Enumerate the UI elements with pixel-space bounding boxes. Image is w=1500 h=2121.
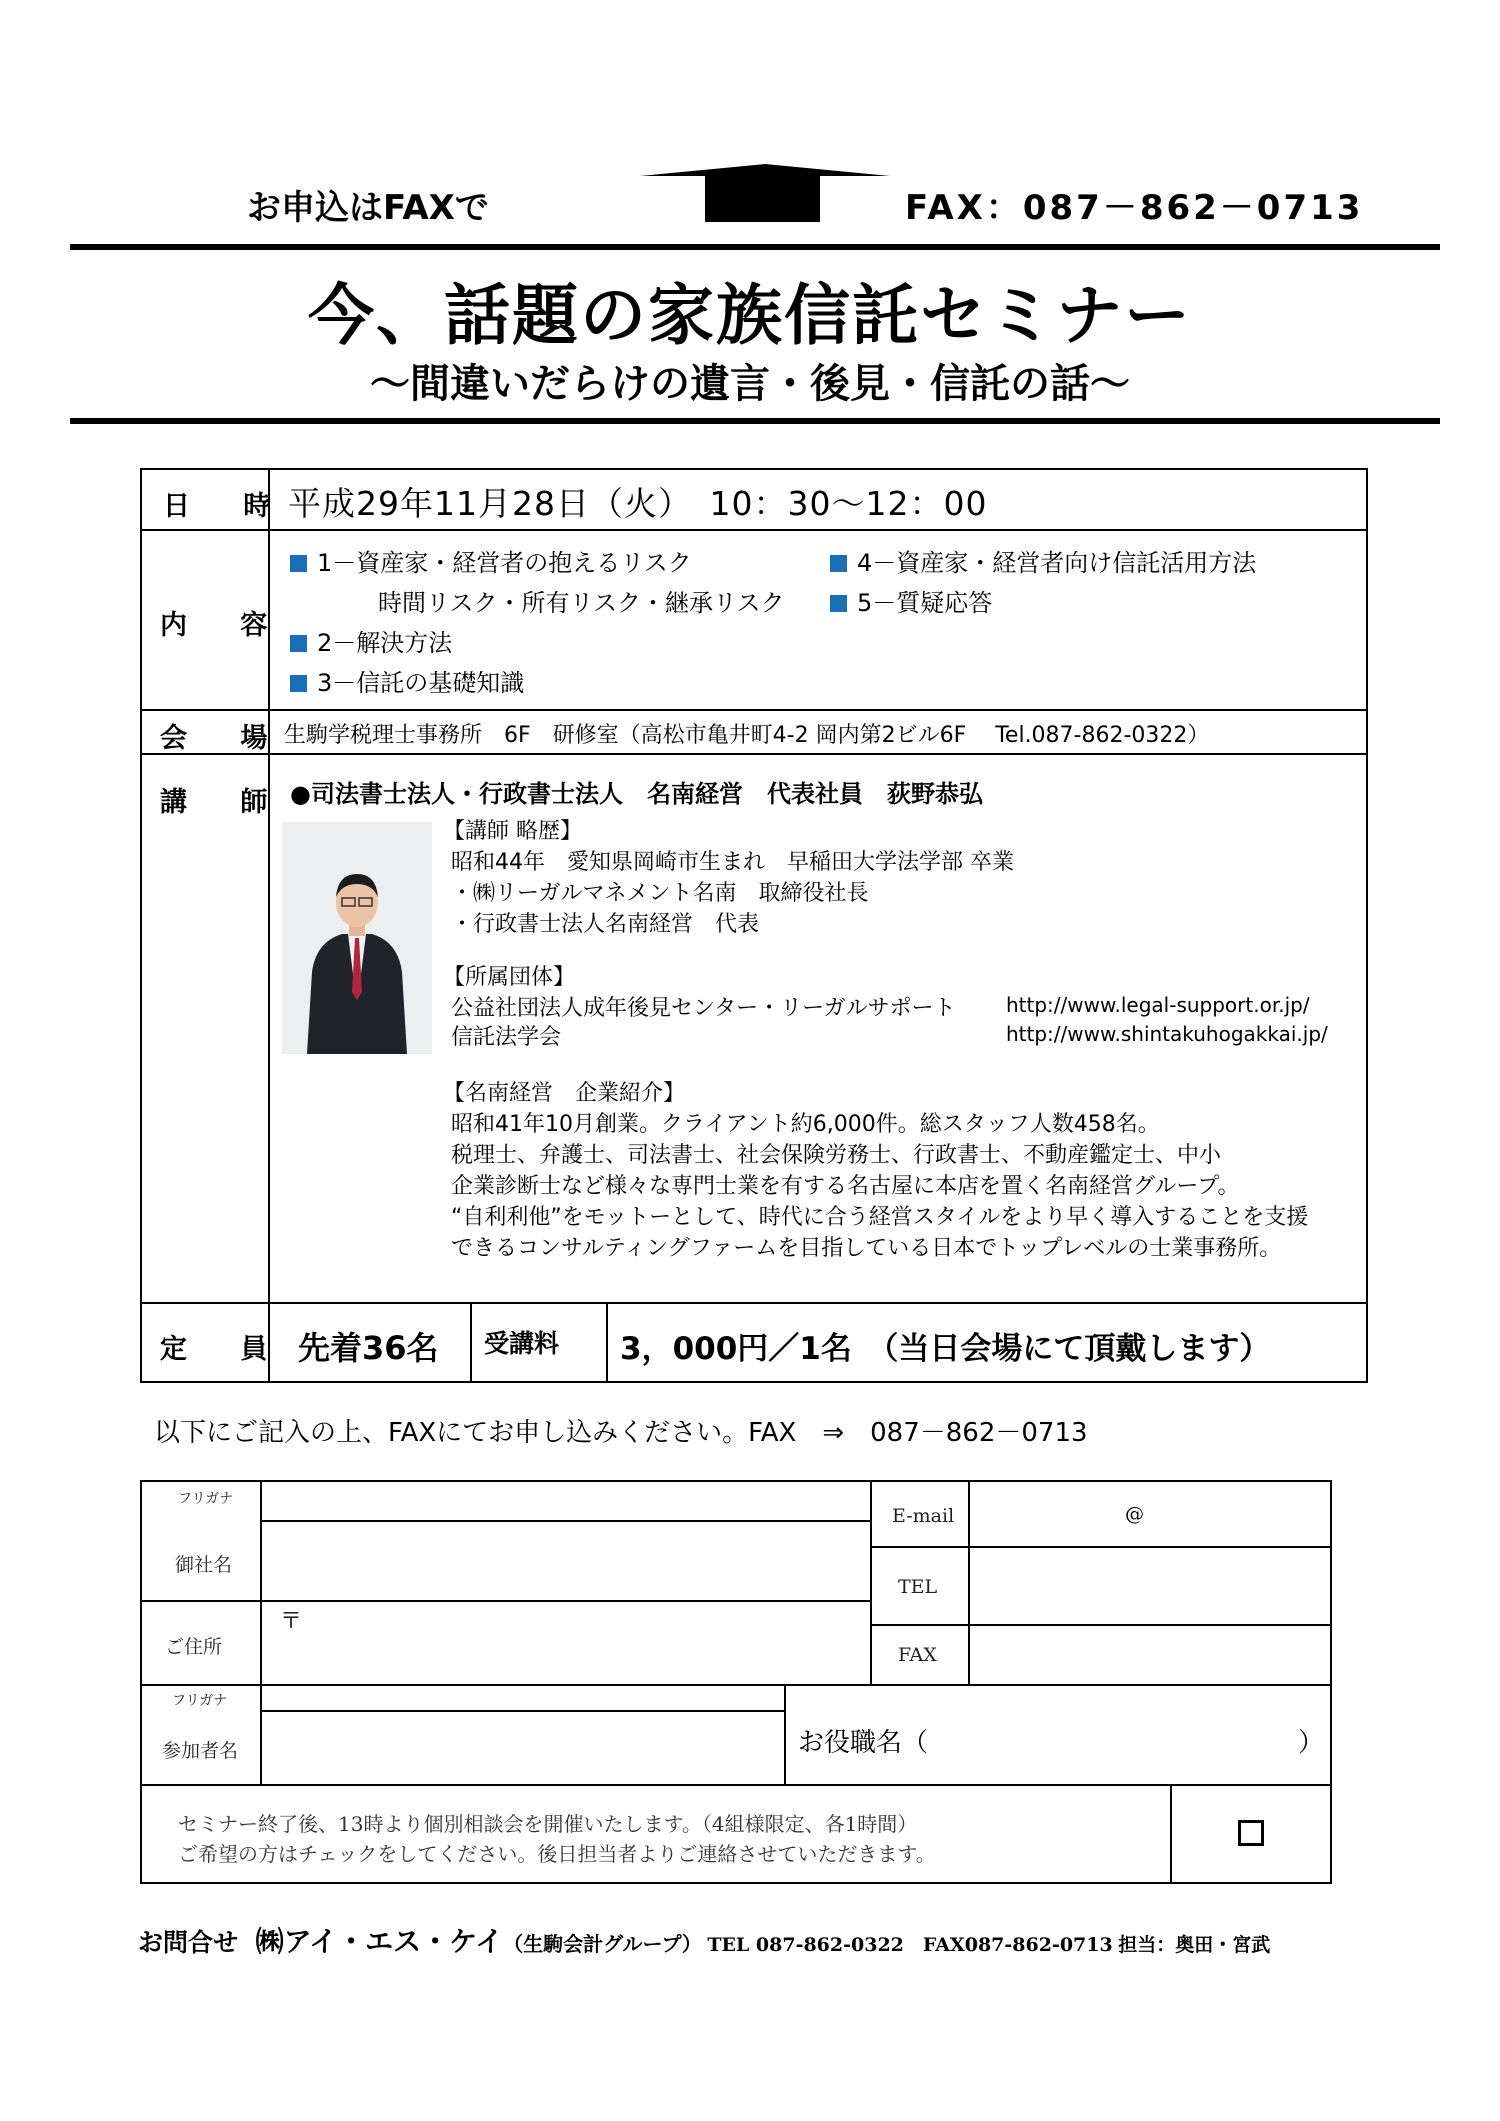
company-line: 税理士、弁護士、司法書士、社会保険労務士、行政書士、不動産鑑定士、中小 (451, 1143, 1222, 1168)
consultation-checkbox[interactable] (1238, 1820, 1264, 1846)
fee-label: 受講料 (484, 1329, 560, 1358)
position-label-open: お役職名（ (798, 1728, 929, 1758)
company-heading: 【名南経営 企業紹介】 (443, 1081, 686, 1106)
content-item-1-detail: 時間リスク・所有リスク・継承リスク (378, 589, 785, 617)
bullet-square-icon (830, 555, 847, 572)
career-line: ・㈱リーガルマネメント名南 取締役社長 (451, 881, 869, 906)
content-item-5: 5－質疑応答 (830, 583, 992, 618)
fax-input[interactable] (972, 1628, 1328, 1682)
company-line: 昭和41年10月創業。クライアント約6,000件。総スタッフ人数458名。 (451, 1112, 1160, 1137)
datetime-value: 平成29年11月28日（火） 10：30～12：00 (288, 484, 988, 523)
contact-person: 担当：奥田・宮武 (1118, 1934, 1271, 1956)
group-url-link[interactable]: http://www.shintakuhogakkai.jp/ (1006, 1022, 1328, 1046)
group-name: 公益社団法人成年後見センター・リーガルサポート (451, 996, 956, 1021)
bullet-square-icon (290, 675, 307, 692)
page-subtitle: ～間違いだらけの遺言・後見・信託の話～ (370, 360, 1130, 407)
company-name-input[interactable] (264, 1524, 868, 1598)
apply-by-fax-label: お申込はFAXで (247, 188, 489, 228)
tel-label: TEL (898, 1576, 938, 1598)
email-input[interactable] (972, 1484, 1328, 1544)
fee-value: 3，000円／1名 （当日会場にて頂戴します） (620, 1331, 1271, 1367)
postal-mark: 〒 (280, 1609, 303, 1634)
venue-value: 生駒学税理士事務所 6F 研修室（高松市亀井町4-2 岡内第2ビル6F Tel.087-862-0322） (284, 723, 1210, 748)
group-name: 信託法学会 (451, 1025, 562, 1050)
content-item-4: 4－資産家・経営者向け信託活用方法 (830, 543, 1256, 578)
participant-name-label: 参加者名 (162, 1740, 239, 1762)
bullet-square-icon (290, 635, 307, 652)
content-item-2: 2－解決方法 (290, 623, 452, 658)
fax-number-header: FAX：087－862－0713 (905, 188, 1364, 228)
contact-label: お問合せ (138, 1928, 239, 1957)
title-top-rule (70, 244, 1440, 250)
content-label: 内 容 (160, 610, 290, 641)
company-line: 企業診断士など様々な専門士業を有する名古屋に本店を置く名南経営グループ。 (451, 1174, 1240, 1199)
bullet-square-icon (830, 595, 847, 612)
address-label: ご住所 (165, 1636, 223, 1658)
groups-heading: 【所属団体】 (443, 965, 576, 990)
tel-input[interactable] (972, 1550, 1328, 1622)
info-label-divider (268, 468, 270, 1303)
venue-label: 会 場 (160, 723, 290, 754)
company-name: ㈱アイ・エス・ケイ (255, 1925, 504, 1958)
consultation-note-line: セミナー終了後、13時より個別相談会を開催いたします。（4組様限定、各1時間） (178, 1812, 918, 1836)
footer-contact (138, 1920, 1270, 1960)
capacity-label: 定 員 (160, 1334, 290, 1365)
position-input[interactable] (930, 1714, 1290, 1774)
career-line: 昭和44年 愛知県岡崎市生まれ 早稲田大学法学部 卒業 (451, 850, 1014, 875)
email-at-symbol: @ (1125, 1503, 1144, 1525)
position-label-close: ） (1298, 1728, 1325, 1758)
career-heading: 【講師 略歴】 (443, 819, 582, 844)
content-item-1: 1－資産家・経営者の抱えるリスク (290, 543, 692, 578)
bullet-square-icon (290, 555, 307, 572)
title-bottom-rule (70, 418, 1440, 424)
lecturer-name: ●司法書士法人・行政書士法人 名南経営 代表社員 荻野恭弘 (290, 780, 983, 808)
lecturer-photo (282, 822, 432, 1054)
career-line: ・行政書士法人名南経営 代表 (451, 912, 760, 937)
company-furigana-input[interactable] (264, 1484, 868, 1518)
address-input[interactable] (264, 1604, 868, 1682)
datetime-label: 日 時 (163, 491, 293, 522)
furigana-label: フリガナ (172, 1693, 228, 1709)
company-name-label: 御社名 (175, 1554, 233, 1576)
lecturer-label: 講 師 (160, 787, 290, 818)
capacity-value: 先着36名 (298, 1329, 439, 1367)
fax-label: FAX (898, 1644, 937, 1666)
company-line: “自利利他”をモットーとして、時代に合う経営スタイルをより早く導入することを支援 (451, 1205, 1309, 1230)
group-url-link[interactable]: http://www.legal-support.or.jp/ (1006, 993, 1310, 1017)
participant-furigana-input[interactable] (264, 1688, 782, 1708)
company-line: できるコンサルティングファームを目指している日本でトップレベルの士業事務所。 (451, 1236, 1282, 1261)
content-item-3: 3－信託の基礎知識 (290, 663, 524, 698)
company-group: （生駒会計グループ） (503, 1932, 702, 1956)
participant-name-input[interactable] (264, 1714, 782, 1782)
consultation-note-line: ご希望の方はチェックをしてください。後日担当者よりご連絡させていただきます。 (178, 1842, 936, 1866)
furigana-label: フリガナ (178, 1491, 234, 1507)
contact-phones: TEL 087-862-0322 FAX087-862-0713 (707, 1934, 1113, 1956)
email-label: E-mail (892, 1505, 955, 1527)
arrow-up-icon (640, 164, 890, 224)
page-title: 今、話題の家族信託セミナー (308, 277, 1192, 354)
fax-instruction: 以下にご記入の上、FAXにてお申し込みください。FAX ⇒ 087－862－0713 (154, 1418, 1088, 1448)
